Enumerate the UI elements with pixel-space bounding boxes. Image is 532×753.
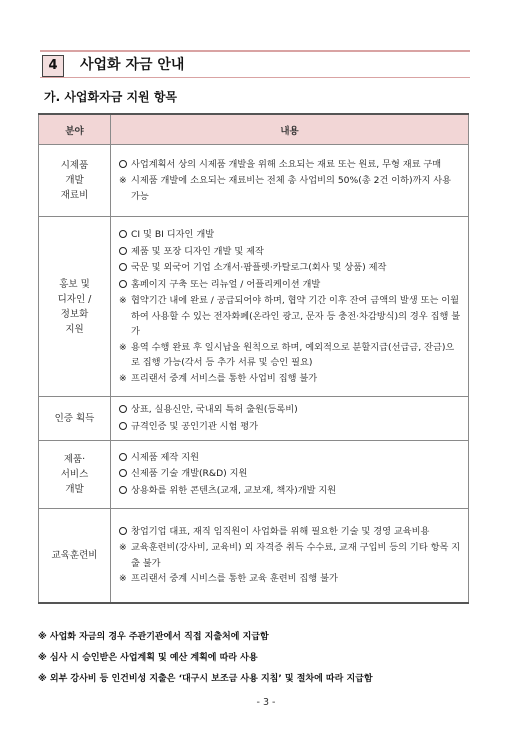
list-item xyxy=(119,371,462,387)
section-title: 사업화 자금 안내 xyxy=(80,57,185,73)
list-item xyxy=(119,571,462,587)
note-mark: ※ xyxy=(119,175,127,187)
circle-icon xyxy=(119,280,127,288)
item-text: 규격인증 및 공인기관 시험 평가 xyxy=(131,420,259,432)
table-row xyxy=(39,509,469,603)
list-item xyxy=(119,260,462,277)
list-item xyxy=(119,483,462,500)
note-mark: ※ xyxy=(119,573,127,585)
note: ※ 외부 강사비 등 인건비성 지출은 ‘대구시 보조금 사용 지침’ 및 절차에 따라 지급함 xyxy=(38,674,373,684)
item-text: 상표, 실용신안, 국내외 특허 출원(등록비) xyxy=(131,404,298,415)
row-content xyxy=(111,441,469,509)
list-item xyxy=(119,524,462,541)
list-item xyxy=(119,540,462,571)
row-content xyxy=(111,145,469,217)
header-content: 내용 xyxy=(111,114,469,145)
list-item xyxy=(119,277,462,294)
circle-icon xyxy=(119,230,127,238)
note: ※ 심사 시 승인받은 사업계획 및 예산 계획에 따라 사용 xyxy=(38,653,258,663)
item-text: 프리랜서 중계 시비스를 통한 교육 훈련비 집행 불가 xyxy=(131,573,338,585)
row-category: 인증 획득 xyxy=(39,397,111,441)
notes xyxy=(38,627,498,690)
row-category: 홍보 및 디자인 / 정보화 지원 xyxy=(39,217,111,397)
bullet-circle-icon xyxy=(119,466,131,483)
circle-icon xyxy=(119,527,127,535)
list-item xyxy=(119,244,462,261)
list-item xyxy=(119,227,462,244)
item-text: 홈페이지 구축 또는 리뉴얼 / 어플리케이션 개발 xyxy=(131,278,321,290)
note-mark: ※ xyxy=(119,542,127,554)
item-text: 신제품 기술 개발(R&D) 지원 xyxy=(131,468,248,480)
list-item xyxy=(119,402,462,419)
circle-icon xyxy=(119,405,127,413)
table-header-row xyxy=(39,114,469,145)
section-top-rule xyxy=(40,50,470,52)
funding-items-table xyxy=(38,113,469,604)
list-item xyxy=(119,173,462,204)
list-item xyxy=(119,419,462,436)
row-content xyxy=(111,509,469,603)
table-row xyxy=(39,397,469,441)
note-mark: ※ xyxy=(119,372,127,384)
row-category: 제품· 서비스 개발 xyxy=(39,441,111,509)
table-row xyxy=(39,441,469,509)
list-item xyxy=(119,340,462,371)
bullet-circle-icon xyxy=(119,157,131,174)
circle-icon xyxy=(119,486,127,494)
item-text: 프리랜서 중계 서비스를 통한 사업비 집행 불가 xyxy=(131,372,318,384)
section-bottom-rule xyxy=(40,77,470,78)
row-content xyxy=(111,217,469,397)
circle-icon xyxy=(119,469,127,477)
item-text: 국문 및 외국어 기업 소개서·팜플렛·카탈로그(회사 및 상품) 제작 xyxy=(131,262,387,273)
page-number: - 3 - xyxy=(256,697,276,708)
bullet-circle-icon xyxy=(119,244,131,261)
table-body xyxy=(39,145,469,603)
list-item xyxy=(119,450,462,467)
item-text: 용역 수행 완료 후 일시납을 원칙으로 하며, 예외적으로 분할지급(선급금, 잔금)으로 집행 가능(각서 등 추가 서류 및 승인 필요) xyxy=(131,341,455,368)
row-content xyxy=(111,397,469,441)
item-text: 사업계획서 상의 시제품 개발을 위해 소요되는 재료 또는 원료, 무형 재료 구매 xyxy=(131,158,442,170)
bullet-circle-icon xyxy=(119,260,131,277)
item-text: 협약기간 내에 완료 / 공급되어야 하며, 협약 기간 이후 잔여 금액의 발생 또는 이월하여 사용할 수 있는 전자화폐(온라인 광고, 문자 등 충전·차감방식)의 경우 집행 불가 xyxy=(131,295,461,337)
circle-icon xyxy=(119,453,127,461)
section-number: 4 xyxy=(42,55,64,77)
item-text: 제품 및 포장 디자인 개발 및 제작 xyxy=(131,245,264,257)
bullet-circle-icon xyxy=(119,227,131,244)
row-category: 시제품 개발 재료비 xyxy=(39,145,111,217)
bullet-circle-icon xyxy=(119,483,131,500)
note: ※ 사업화 자금의 경우 주관기관에서 직접 지출처에 지급함 xyxy=(38,632,269,642)
list-item xyxy=(119,466,462,483)
note-mark: ※ xyxy=(119,295,127,306)
circle-icon xyxy=(119,263,127,271)
bullet-circle-icon xyxy=(119,402,131,419)
note-mark: ※ xyxy=(119,341,127,353)
item-text: CI 및 BI 디자인 개발 xyxy=(131,229,215,240)
item-text: 시제품 개발에 소요되는 재료비는 전체 총 사업비의 50%(총 2건 이하)까지 사용 가능 xyxy=(131,175,452,202)
circle-icon xyxy=(119,247,127,255)
bullet-circle-icon xyxy=(119,524,131,541)
item-text: 교육훈련비(강사비, 교육비) 외 자격증 취득 수수료, 교재 구입비 등의 기타 항목 지출 불가 xyxy=(131,542,461,569)
table-row xyxy=(39,145,469,217)
item-text: 시제품 제작 지원 xyxy=(131,451,199,463)
bullet-circle-icon xyxy=(119,419,131,436)
row-category: 교육훈련비 xyxy=(39,509,111,603)
item-text: 상용화를 위한 콘텐츠(교재, 교보재, 책자)개발 지원 xyxy=(131,484,337,496)
bullet-circle-icon xyxy=(119,277,131,294)
list-item xyxy=(119,157,462,174)
bullet-circle-icon xyxy=(119,450,131,467)
item-text: 창업기업 대표, 재직 임직원이 사업화를 위해 필요한 기술 및 경영 교육비용 xyxy=(131,525,430,537)
table-row xyxy=(39,217,469,397)
header-category: 분야 xyxy=(39,114,111,145)
subsection-title: 가. 사업화자금 지원 항목 xyxy=(44,90,178,104)
list-item xyxy=(119,293,462,340)
circle-icon xyxy=(119,160,127,168)
circle-icon xyxy=(119,422,127,430)
